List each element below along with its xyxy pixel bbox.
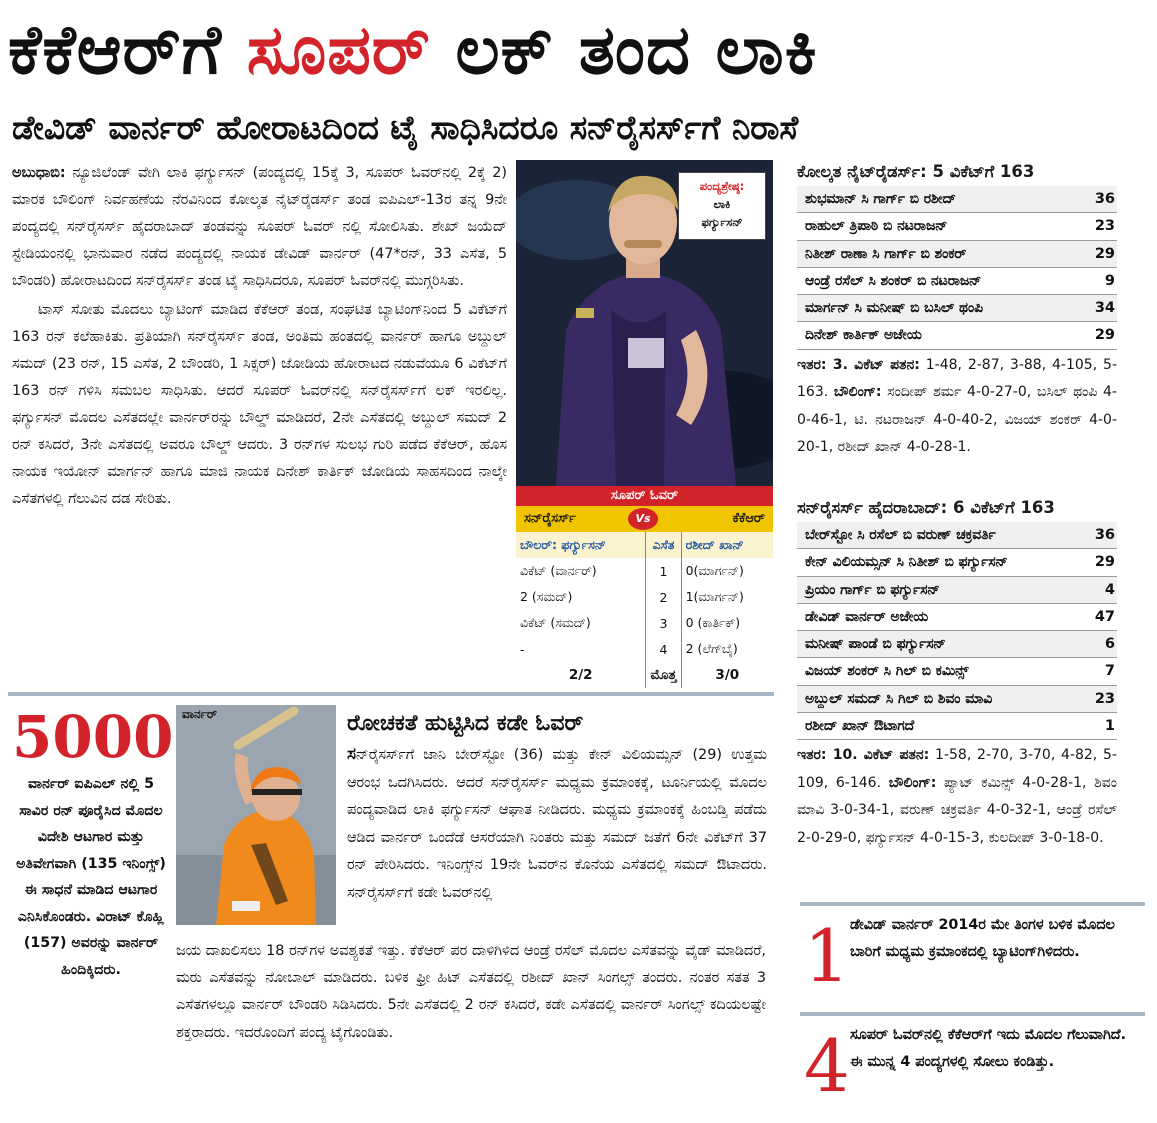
so-header-rashid: ರಶೀದ್ ಖಾನ್: [681, 532, 773, 558]
pom-name-line1: ಲಾಕಿ: [713, 197, 731, 211]
batting-row: [797, 549, 1117, 576]
batter-runs: 29: [1094, 245, 1115, 262]
batting-row: [797, 577, 1117, 604]
super-over-team1: ಸನ್‌ರೈಸರ್ಸ್: [524, 511, 576, 526]
so-total-srh: 2/2: [516, 662, 646, 688]
so-cell: 1(ಮಾರ್ಗನ್): [685, 589, 744, 604]
super-over-table: [516, 486, 773, 682]
batter-name: ಕೇನ್ ವಿಲಿಯಮ್ಸನ್ ಸಿ ನಿತೀಶ್ ಬಿ ಫರ್ಗ್ಯುಸನ್: [805, 554, 1008, 571]
srh-extras: [797, 742, 1117, 852]
main-story: [12, 160, 507, 690]
batter-name: ಡೇವಿಡ್ ವಾರ್ನರ್ ಅಜೇಯ: [805, 608, 929, 625]
batter-name: ಬೇರ್‌ಸ್ಟೋ ಸಿ ರಸೆಲ್ ಬಿ ವರುಣ್ ಚಕ್ರವರ್ತಿ: [805, 527, 996, 543]
batter-runs: 7: [1104, 663, 1115, 680]
headline-highlight: ಸೂಪರ್: [246, 11, 431, 90]
bowling-label: ಬೌಲಿಂಗ್:: [833, 384, 882, 401]
headline: [8, 2, 1153, 100]
fact-number: 4: [804, 1024, 850, 1108]
fact-text: ಸೂಪರ್ ಓವರ್‌ನಲ್ಲಿ ಕೆಕೆಆರ್‌ಗೆ ಇದು ಮೊದಲ ಗೆಲುವಾಗಿದೆ. ಈ ಮುನ್ನ 4 ಪಂದ್ಯಗಳಲ್ಲಿ ಸೋಲು ಕಂಡಿತ್ತು.: [850, 1027, 1127, 1070]
batter-runs: 36: [1094, 527, 1115, 543]
subheadline: ಡೇವಿಡ್ ವಾರ್ನರ್ ಹೋರಾಟದಿಂದ ಟೈ ಸಾಧಿಸಿದರೂ ಸನ್‌ರೈಸರ್ಸ್‌ಗೆ ನಿರಾಸೆ: [12, 108, 799, 147]
so-total-label: ಮೊತ್ತ: [646, 662, 681, 688]
headline-part2: ಲಕ್ ತಂದ ಲಾಕಿ: [430, 11, 818, 90]
batting-row: [797, 631, 1117, 658]
kkr-batting-list: [797, 186, 1117, 350]
headline-part1: ಕೆಕೆಆರ್‌ಗೆ: [8, 11, 247, 90]
batter-name: ಮನೀಷ್ ಪಾಂಡೆ ಬಿ ಫರ್ಗ್ಯುಸನ್: [805, 636, 946, 653]
fact-box-1: [800, 902, 1145, 1002]
pom-title: ಪಂದ್ಯಶ್ರೇಷ್ಠ:: [699, 179, 745, 193]
second-story-top: [347, 741, 767, 908]
super-over-teams: [516, 506, 773, 532]
batter-name: ಪ್ರಿಯಂ ಗಾರ್ಗ್ ಬಿ ಫರ್ಗ್ಯುಸನ್: [805, 581, 940, 598]
so-cell: 0(ಮಾರ್ಗನ್): [685, 563, 744, 578]
bowling-text: ಸಂದೀಪ್ ಶರ್ಮ 4-0-27-0, ಬಸಿಲ್ ಥಂಪಿ 4-0-46-1, ಟಿ. ನಟರಾಜನ್ 4-0-40-2, ವಿಜಯ್ ಶಂಕರ್ 4-0-20-1, ರಶೀದ್ ಖಾನ್ 4-0-28-1.: [797, 384, 1117, 456]
pom-name-line2: ಫರ್ಗ್ಯುಸನ್: [701, 215, 743, 229]
extras-label: ಇತರ: 10. ವಿಕೆಟ್ ಪತನ:: [797, 747, 930, 764]
so-cell: 2 (ಲೆಗ್‌ಬೈ): [685, 641, 738, 656]
story-paragraph-1: [12, 160, 507, 295]
batter-name: ನಿತೀಶ್ ರಾಣಾ ಸಿ ಗಾರ್ಗ್ ಬಿ ಶಂಕರ್: [805, 245, 967, 262]
batter-name: ಆಂಡ್ರೆ ರಸೆಲ್ ಸಿ ಶಂಕರ್ ಬಿ ನಟರಾಜನ್: [805, 272, 982, 289]
kkr-extras: [797, 352, 1117, 462]
fact-box-4: [800, 1012, 1145, 1112]
so-cell: 2 (ಸಮದ್): [516, 584, 646, 610]
warner-photo-illustration: [176, 705, 336, 925]
batter-runs: 29: [1094, 327, 1115, 344]
so-header-ball: ಎಸೆತ: [646, 532, 681, 558]
batting-row: [797, 658, 1117, 685]
batter-name: ಮಾರ್ಗನ್ ಸಿ ಮನೀಷ್ ಬಿ ಬಸಿಲ್ ಥಂಪಿ: [805, 300, 983, 317]
so-cell: ವಿಕೆಟ್ (ಸಮದ್): [516, 610, 646, 636]
batter-runs: 34: [1094, 300, 1115, 317]
batting-row: [797, 713, 1117, 740]
second-story-title: ರೋಚಕತೆ ಹುಟ್ಟಿಸಿದ ಕಡೇ ಓವರ್: [347, 711, 584, 736]
batting-row: [797, 213, 1117, 240]
second-story-wide: ಜಯ ದಾಖಲಿಸಲು 18 ರನ್‌ಗಳ ಅವಶ್ಯಕತೆ ಇತ್ತು. ಕೆಕೆಆರ್ ಪರ ದಾಳಿಗಿಳಿದ ಆಂಡ್ರೆ ರಸೆಲ್ ಮೊದಲ ಎಸೆತವನ್ನು ವೈಡ್ ಮಾಡಿದರೆ, ಮರು ಎಸೆತವನ್ನು ನೋಬಾಲ್ ಮಾಡಿದರು. ಬಳಿಕ ಫ್ರೀ ಹಿಟ್ ಎಸೆತದಲ್ಲಿ ರಶೀದ್ ಖಾನ್ ಸಿಂಗಲ್ಸ್ ತಂದರು. ನಂತರ ಸತತ 3 ಎಸೆತಗಳಲ್ಲೂ ವಾರ್ನರ್ ಬೌಂಡರಿ ಸಿಡಿಸಿದರು. 5ನೇ ಎಸೆತದಲ್ಲಿ 2 ರನ್ ಕಸಿದರೆ, ಕಡೇ ಎಸೆತದಲ್ಲಿ ವಾರ್ನರ್ ಸಿಂಗಲ್ಸ್ ಕದಿಯಲಷ್ಟೇ ಶಕ್ತರಾದರು. ಇದರೊಂದಿಗೆ ಪಂದ್ಯ ಟೈಗೊಂಡಿತು.: [176, 943, 766, 1041]
stat-5000-number: 5000: [12, 703, 174, 771]
table-row: [516, 558, 773, 584]
so-cell: 1: [646, 558, 681, 584]
batter-runs: 36: [1094, 191, 1115, 207]
player-of-match-box: [678, 172, 766, 240]
super-over-title: ಸೂಪರ್ ಓವರ್: [516, 486, 773, 506]
batting-row: [797, 322, 1117, 349]
batter-runs: 23: [1094, 690, 1115, 707]
table-row: [516, 584, 773, 610]
batter-runs: 6: [1104, 636, 1115, 653]
batter-runs: 29: [1094, 554, 1115, 571]
batter-name: ವಿಜಯ್ ಶಂಕರ್ ಸಿ ಗಿಲ್ ಬಿ ಕಮಿನ್ಸ್: [805, 663, 969, 680]
player-photo: [516, 160, 773, 486]
warner-photo: [176, 705, 336, 925]
batting-row: [797, 241, 1117, 268]
batter-runs: 4: [1104, 581, 1115, 598]
batter-runs: 9: [1104, 272, 1115, 289]
batter-runs: 47: [1094, 608, 1115, 625]
vs-badge: Vs: [628, 508, 658, 530]
extras-label: ಇತರ: 3. ವಿಕೆಟ್ ಪತನ:: [797, 356, 920, 373]
super-over-header-row: [516, 532, 773, 558]
batting-row: [797, 522, 1117, 549]
so-header-bowler: ಬೌಲರ್: ಫರ್ಗ್ಯುಸನ್: [516, 532, 646, 558]
bowling-label: ಬೌಲಿಂಗ್:: [888, 774, 937, 791]
batting-row: [797, 604, 1117, 631]
table-row: [516, 636, 773, 662]
super-over-team2: ಕೆಕೆಆರ್: [732, 511, 765, 526]
batting-row: [797, 268, 1117, 295]
srh-score-title: ಸನ್‌ರೈಸರ್ಸ್ ಹೈದರಾಬಾದ್: 6 ವಿಕೆಟ್‌ಗೆ 163: [797, 498, 1055, 517]
fact-number: 1: [804, 914, 850, 998]
batter-name: ಶುಭಮಾನ್ ಸಿ ಗಾರ್ಗ್ ಬಿ ರಶೀದ್: [805, 191, 956, 207]
super-over-total-row: [516, 662, 773, 688]
warner-photo-label: ವಾರ್ನರ್: [182, 707, 218, 721]
dropcap: ಸ: [347, 744, 357, 764]
batting-row: [797, 295, 1117, 322]
kkr-scorecard: [797, 158, 1117, 462]
kkr-score-title: ಕೋಲ್ಕತ ನೈಟ್‌ರೈಡರ್ಸ್: 5 ವಿಕೆಟ್‌ಗೆ 163: [797, 162, 1035, 181]
bowling-text: ಪ್ಯಾಟ್ ಕಮಿನ್ಸ್ 4-0-28-1, ಶಿವಂ ಮಾವಿ 3-0-34-1, ವರುಣ್ ಚಕ್ರವರ್ತಿ 4-0-32-1, ಆಂಡ್ರೆ ರಸೆಲ್ 2-0-29-0, ಫರ್ಗ್ಯುಸನ್ 4-0-15-3, ಕುಲದೀಪ್ 3-0-18-0.: [797, 774, 1117, 846]
so-cell: -: [516, 636, 646, 662]
super-over-grid: [516, 532, 773, 688]
second-story-top-text: ನ್‌ರೈಸರ್ಸ್‌ಗೆ ಜಾನಿ ಬೇರ್‌ಸ್ಟೋ (36) ಮತ್ತು ಕೇನ್ ವಿಲಿಯಮ್ಸನ್ (29) ಉತ್ತಮ ಆರಂಭ ಒದಗಿಸಿದರು. ಆದರೆ ಸನ್‌ರೈಸರ್ಸ್ ಮಧ್ಯಮ ಕ್ರಮಾಂಕಕ್ಕೆ, ಟೂರ್ನಿಯಲ್ಲಿ ಮೊದಲ ಪಂದ್ಯವಾಡಿದ ಲಾಕಿ ಫರ್ಗ್ಯುಸನ್ ಆಘಾತ ನೀಡಿದರು. ಮಧ್ಯಮ ಕ್ರಮಾಂಕಕ್ಕೆ ಹಿಂಬಡ್ತಿ ಪಡೆದು ಆಡಿದ ವಾರ್ನರ್ ಒಂದೆಡೆ ಆಸರೆಯಾಗಿ ನಿಂತರು ಮತ್ತು ಸಮದ್ ಜತೆಗೆ 6ನೇ ವಿಕೆಟ್‌ಗೆ 37 ರನ್ ಪೇರಿಸಿದರು. ಇನಿಂಗ್ಸ್‌ನ 19ನೇ ಓವರ್‌ನ ಕೊನೆಯ ಎಸೆತದಲ್ಲಿ ಸಮದ್ ಔಟಾದರು. ಸನ್‌ರೈಸರ್ಸ್‌ಗೆ ಕಡೇ ಓವರ್‌ನಲ್ಲಿ: [347, 747, 767, 901]
so-cell: 2: [646, 584, 681, 610]
fact-text: ಡೇವಿಡ್ ವಾರ್ನರ್ 2014ರ ಮೇ ತಿಂಗಳ ಬಳಿಕ ಮೊದಲ ಬಾರಿಗೆ ಮಧ್ಯಮ ಕ್ರಮಾಂಕದಲ್ಲಿ ಬ್ಯಾಟಿಂಗ್‌ಗಿಳಿದರು.: [850, 917, 1115, 960]
stat-5000-box: [12, 703, 174, 1110]
story-paragraph-2: ಟಾಸ್ ಸೋತು ಮೊದಲು ಬ್ಯಾಟಿಂಗ್ ಮಾಡಿದ ಕೆಕೆಆರ್ ತಂಡ, ಸಂಘಟಿತ ಬ್ಯಾಟಿಂಗ್‌ನಿಂದ 5 ವಿಕೆಟ್‌ಗೆ 163 ರನ್ ಕಲೆಹಾಕಿತು. ಪ್ರತಿಯಾಗಿ ಸನ್‌ರೈಸರ್ಸ್ ತಂಡ, ಅಂತಿಮ ಹಂತದಲ್ಲಿ ವಾರ್ನರ್ ಹಾಗೂ ಅಬ್ದುಲ್ ಸಮದ್ (23 ರನ್, 15 ಎಸೆತ, 2 ಬೌಂಡರಿ, 1 ಸಿಕ್ಸರ್) ಜೋಡಿಯ ಹೋರಾಟದ ನಡುವೆಯೂ 6 ವಿಕೆಟ್‌ಗೆ 163 ರನ್ ಗಳಿಸಿ ಸಮಬಲ ಸಾಧಿಸಿತು. ಆದರೆ ಸೂಪರ್ ಓವರ್‌ನಲ್ಲಿ ಸನ್‌ರೈಸರ್ಸ್‌ಗೆ ಲಕ್ ಇರಲಿಲ್ಲ. ಫರ್ಗ್ಯುಸನ್ ಮೊದಲ ಎಸೆತದಲ್ಲೇ ವಾರ್ನರ್‌ರನ್ನು ಬೌಲ್ಡ್ ಮಾಡಿದರೆ, 2ನೇ ಎಸೆತದಲ್ಲಿ ಅಬ್ದುಲ್ ಸಮದ್ 2 ರನ್ ಕಸಿದರೆ, 3ನೇ ಎಸೆತದಲ್ಲಿ ಅವರೂ ಬೌಲ್ಡ್ ಆದರು. 3 ರನ್‌ಗಳ ಸುಲಭ ಗುರಿ ಪಡೆದ ಕೆಕೆಆರ್, ಹೊಸ ನಾಯಕ ಇಯೋನ್ ಮಾರ್ಗನ್ ಹಾಗೂ ಮಾಜಿ ನಾಯಕ ದಿನೇಶ್ ಕಾರ್ತಿಕ್ ಜೋಡಿಯ ಸಾಹಸದಿಂದ ನಾಲ್ಕೇ ಎಸೆತಗಳಲ್ಲಿ ಗೆಲುವಿನ ದಡ ಸೇರಿತು.: [12, 302, 507, 507]
so-total-kkr: 3/0: [715, 667, 740, 683]
batter-runs: 23: [1094, 218, 1115, 235]
so-cell: 4: [646, 636, 681, 662]
extras-text: 1-58, 2-70, 3-70, 4-82, 5-109, 6-146.: [797, 747, 1117, 791]
section-divider: [8, 692, 774, 696]
story-p1-text: ನ್ಯೂಜಿಲೆಂಡ್ ವೇಗಿ ಲಾಕಿ ಫರ್ಗ್ಯುಸನ್ (ಪಂದ್ಯದಲ್ಲಿ 15ಕ್ಕೆ 3, ಸೂಪರ್ ಓವರ್‌ನಲ್ಲಿ 2ಕ್ಕೆ 2) ಮಾರಕ ಬೌಲಿಂಗ್ ನಿರ್ವಹಣೆಯ ನೆರವಿನಿಂದ ಕೋಲ್ಕತ ನೈಟ್‌ರೈಡರ್ಸ್ ತಂಡ ಐಪಿಎಲ್-13ರ ತನ್ನ 9ನೇ ಪಂದ್ಯದಲ್ಲಿ ಸನ್‌ರೈಸರ್ಸ್ ಹೈದರಾಬಾದ್ ತಂಡವನ್ನು ಸೂಪರ್ ಓವರ್ ನಲ್ಲಿ ಸೋಲಿಸಿತು. ಶೇಖ್ ಜಯೆದ್ ಸ್ಟೇಡಿಯಂನಲ್ಲಿ ಭಾನುವಾರ ನಡೆದ ಪಂದ್ಯದಲ್ಲಿ ನಾಯಕ ಡೇವಿಡ್ ವಾರ್ನರ್ (47*ರನ್, 33 ಎಸೆತ, 5 ಬೌಂಡರಿ) ಹೋರಾಟದಿಂದ ಸನ್‌ರೈಸರ್ಸ್ ತಂಡ ಟೈ ಸಾಧಿಸಿದರೂ, ಸೂಪರ್ ಓವರ್‌ನಲ್ಲಿ ಮುಗ್ಗರಿಸಿತು.: [12, 165, 507, 289]
so-cell: 0 (ಕಾರ್ತಿಕ್): [685, 615, 741, 630]
batting-row: [797, 686, 1117, 713]
so-cell: 3: [646, 610, 681, 636]
so-cell: ವಿಕೆಟ್ (ವಾರ್ನರ್): [516, 558, 646, 584]
batting-row: [797, 186, 1117, 213]
dateline: ಅಬುಧಾಬಿ:: [12, 165, 66, 181]
batter-name: ಅಬ್ದುಲ್ ಸಮದ್ ಸಿ ಗಿಲ್ ಬಿ ಶಿವಂ ಮಾವಿ: [805, 690, 993, 707]
batter-runs: 1: [1104, 718, 1115, 735]
batter-name: ದಿನೇಶ್ ಕಾರ್ತಿಕ್ ಅಜೇಯ: [805, 327, 922, 344]
batter-name: ರಶೀದ್ ಖಾನ್ ಔಟಾಗದೆ: [805, 718, 915, 735]
srh-scorecard: [797, 494, 1117, 852]
batter-name: ರಾಹುಲ್ ತ್ರಿಪಾಠಿ ಬಿ ನಟರಾಜನ್: [805, 218, 948, 235]
extras-text: 1-48, 2-87, 3-88, 4-105, 5-163.: [797, 356, 1117, 401]
stat-5000-text: ವಾರ್ನರ್ ಐಪಿಎಲ್ ನಲ್ಲಿ 5 ಸಾವಿರ ರನ್ ಪೂರೈಸಿದ ಮೊದಲ ವಿದೇಶಿ ಆಟಗಾರ ಮತ್ತು ಅತಿವೇಗವಾಗಿ (135 ಇನಿಂಗ್ಸ್) ಈ ಸಾಧನೆ ಮಾಡಿದ ಆಟಗಾರ ಎನಿಸಿಕೊಂಡರು. ವಿರಾಟ್ ಕೊಹ್ಲಿ (157) ಅವರನ್ನು ವಾರ್ನರ್ ಹಿಂದಿಕ್ಕಿದರು.: [16, 776, 166, 978]
srh-batting-list: [797, 522, 1117, 740]
table-row: [516, 610, 773, 636]
second-story: [347, 707, 767, 1107]
